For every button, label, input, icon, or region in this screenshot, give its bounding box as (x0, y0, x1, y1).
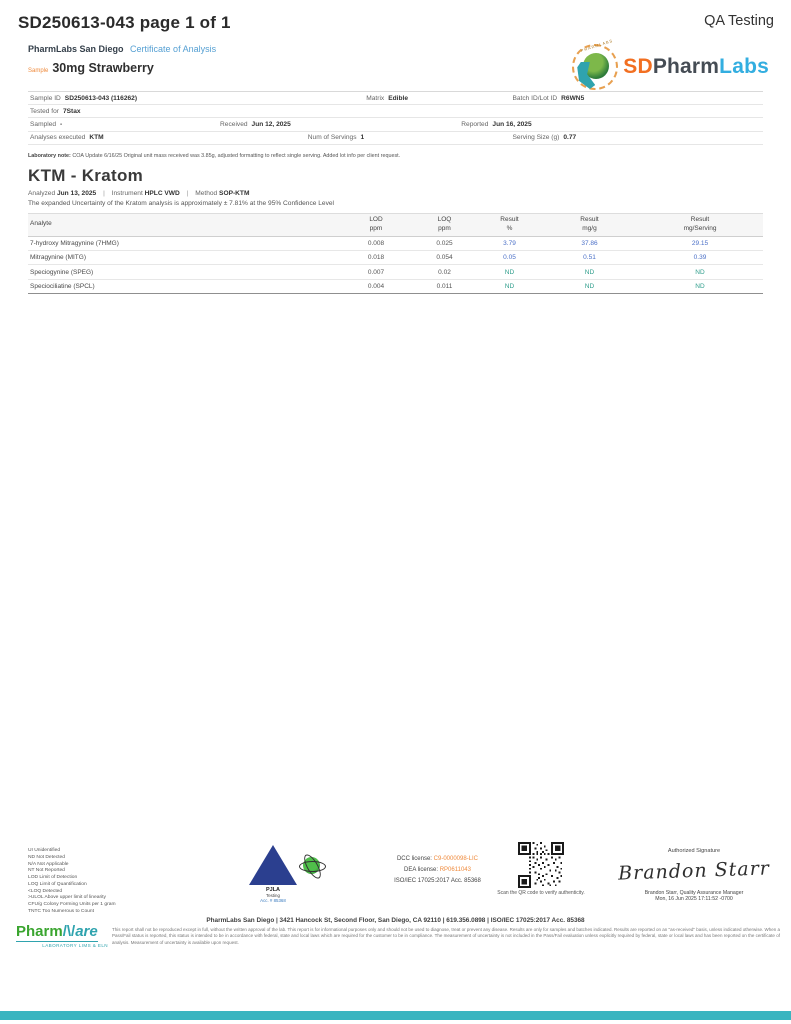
dea-license-label: DEA license: (404, 866, 439, 873)
atom-icon (303, 857, 320, 874)
result-mgg: ND (584, 268, 595, 276)
instrument-value: HPLC VWD (144, 189, 180, 197)
qr-code-block (486, 842, 596, 896)
pjla-name: PJLA (265, 887, 281, 893)
result-pct: ND (504, 268, 515, 276)
abbreviation-legend (28, 848, 116, 916)
sampled-value: - (60, 120, 63, 128)
analyte-name: Speciociliatine (SPCL) (30, 282, 95, 290)
col-header-result-serving: Result (690, 216, 710, 224)
qa-testing-label: QA Testing (704, 13, 774, 29)
instrument-label: Instrument (111, 189, 143, 197)
loq-value: 0.054 (436, 254, 453, 262)
sample-name: 30mg Strawberry (52, 61, 154, 75)
lab-name: PharmLabs San Diego (28, 44, 124, 54)
legend-item: N/A Not Applicable (28, 861, 69, 867)
pharmware-subtitle: LABORATORY LIMS & ELN (42, 943, 108, 948)
lab-note-label: Laboratory note: (28, 152, 71, 159)
legend-item: LOD Limit of Detection (28, 875, 78, 881)
sdpharmlabs-wordmark (623, 55, 769, 79)
tested-for-value: 7Stax (62, 107, 81, 115)
bottom-accent-bar (0, 1011, 791, 1020)
sampled-label: Sampled (30, 120, 57, 128)
loq-value: 0.02 (438, 268, 451, 276)
col-header-loq: LOQ (437, 216, 452, 224)
servings-value: 1 (360, 134, 365, 142)
laboratory-note (28, 153, 763, 159)
table-row (28, 265, 763, 279)
serving-size-value: 0.77 (563, 134, 577, 142)
table-row (28, 280, 763, 294)
table-row (28, 237, 763, 251)
signature-handwriting: Brandon Starr (617, 857, 771, 885)
lod-value: 0.008 (367, 239, 385, 247)
certificate-title: Certificate of Analysis (130, 44, 217, 54)
logo-labs: Labs (719, 55, 769, 78)
document-title: SD250613-043 page 1 of 1 (18, 13, 231, 32)
sample-id-label: Sample ID (30, 94, 61, 102)
pharmlabs-badge-icon (572, 37, 618, 90)
info-row-4 (28, 132, 763, 145)
logo-pharm: Pharm (652, 55, 720, 78)
analyte-name: Mitragynine (MITG) (30, 254, 86, 262)
legend-item: CFU/g Colony Forming Units per 1 gram (28, 902, 116, 908)
pulse-icon: /\/ (62, 923, 76, 940)
servings-label: Num of Servings (307, 134, 357, 142)
pharmware-wordmark (16, 923, 98, 942)
result-pct: ND (504, 282, 515, 290)
lab-address-line: PharmLabs San Diego | 3421 Hancock St, Second Floor, San Diego, CA 92110 | 619.356.0898 | ISO/IEC 17025:2017 Acc. 85368 (206, 917, 585, 924)
method-label: Method (195, 189, 218, 197)
table-row (28, 251, 763, 265)
result-serving: 29.15 (691, 239, 709, 247)
disclaimer-text: This report shall not be reproduced except in full, without the written approval of the lab. This report is for informational purposes only and should not be used to diagnose, treat or prevent any disease. Results are only for samples and batches indicated. Results are reported on an "as-received" basis, unless indicated otherwise. When a Pass/Fail status is reported, this status is intended to be in accordance with federal, state and local laws which are required for the customer to be in compliance. The measurement of uncertainty is not included in the Pass/Fail evaluation unless explicitly required by federal, state or local laws and has been reported on the certificate of analysis. Measurement of uncertainty is available upon request. (112, 927, 780, 945)
legend-item: <LOQ Detected (28, 888, 63, 894)
serving-size-label: Serving Size (g) (512, 134, 560, 142)
result-pct: 3.79 (503, 239, 516, 247)
batch-value: R6WN5 (561, 94, 585, 102)
sample-info-table (28, 91, 763, 145)
dea-license-value: RP0611043 (439, 866, 471, 873)
iso-accreditation-line: ISO/IEC 17025:2017 Acc. 85368 (394, 877, 481, 884)
analyte-name: Speciogynine (SPEG) (30, 268, 94, 276)
batch-label: Batch ID/Lot ID (512, 94, 558, 102)
dcc-license-label: DCC license: (396, 856, 432, 862)
loq-value: 0.025 (436, 239, 453, 247)
badge-arc-text: PHARMLABS (580, 37, 614, 54)
reported-label: Reported (461, 120, 489, 128)
legend-item: >ULOL Above upper limit of linearity (28, 895, 106, 901)
analyzed-label: Analyzed (28, 189, 56, 197)
signer-name-title: Brandon Starr, Quality Assurance Manager (644, 890, 744, 896)
matrix-label: Matrix (366, 94, 385, 102)
loq-value: 0.011 (436, 282, 453, 290)
result-serving: ND (695, 268, 705, 276)
info-row-3 (28, 118, 763, 131)
pjla-accreditation-logo (238, 845, 308, 903)
logo-pharmware-pharm: Pharm (16, 923, 63, 940)
pjla-sub: Testing (266, 893, 280, 898)
legend-item: NT Not Reported (28, 868, 65, 874)
legend-item: UI Unidentified (28, 848, 61, 853)
info-row-2 (28, 105, 763, 118)
lod-value: 0.004 (367, 282, 385, 290)
result-mgg: 37.86 (581, 239, 598, 247)
analyses-label: Analyses executed (30, 134, 86, 142)
matrix-value: Edible (388, 94, 408, 102)
reported-value: Jun 16, 2025 (492, 120, 532, 128)
separator: | (103, 189, 105, 197)
col-header-result-pct: Result (500, 216, 519, 224)
result-serving: 0.39 (693, 254, 707, 262)
analyte-table (28, 213, 763, 294)
pjla-accreditation-number: Acc. # 85368 (260, 898, 286, 903)
info-row-1 (28, 92, 763, 105)
uncertainty-note: The expanded Uncertainty of the Kratom analysis is approximately ± 7.81% at the 95% Confidence Level (28, 199, 335, 207)
analyses-value: KTM (89, 134, 104, 142)
signature-block (608, 848, 780, 902)
received-value: Jun 12, 2025 (251, 120, 291, 128)
lod-value: 0.007 (367, 268, 385, 276)
col-header-analyte: Analyte (30, 220, 52, 228)
logo-pharmware-ware: are (75, 923, 98, 940)
method-value: SOP-KTM (219, 189, 250, 197)
page-header (0, 0, 791, 33)
logo-sd: SD (623, 55, 653, 78)
signature-timestamp: Mon, 16 Jun 2025 17:11:52 -0700 (655, 896, 733, 902)
result-pct: 0.05 (503, 254, 516, 262)
analyte-name: 7-hydroxy Mitragynine (7HMG) (30, 239, 119, 247)
result-serving: ND (695, 282, 705, 290)
lab-note-text: COA Update 6/16/25 Original unit mass received was 3.85g, adjusted formatting to reflect single serving. Added lot info per client request. (72, 152, 401, 159)
section-title-kratom: KTM - Kratom (28, 165, 144, 185)
analyzed-value: Jun 13, 2025 (56, 189, 97, 197)
col-header-lod: LOD (369, 216, 383, 224)
sample-id-value: SD250613-043 (116262) (64, 94, 138, 102)
sample-label: Sample (28, 68, 49, 74)
result-mgg: 0.51 (583, 254, 596, 262)
col-header-result-mgg: Result (580, 216, 599, 224)
pjla-triangle-icon (249, 845, 297, 885)
analyte-table-header: Analyte LOD ppm LOQ ppm Result % Result mg/g Result mg/Serving (28, 214, 763, 237)
result-mgg: ND (584, 282, 595, 290)
qr-caption: Scan the QR code to verify authenticity. (497, 890, 585, 896)
authorized-signature-label: Authorized Signature (667, 848, 721, 854)
legend-item: TNTC Too Numerous to Count (28, 908, 94, 914)
legend-item: ND Not Detected (28, 854, 65, 860)
dcc-license-value: C9-0000098-LIC (433, 856, 479, 862)
analysis-meta-line (28, 190, 791, 197)
legend-item: LOQ Limit of Quantification (28, 881, 87, 887)
separator: | (186, 189, 189, 197)
pharmware-logo (16, 923, 108, 948)
tested-for-label: Tested for (30, 107, 59, 115)
lod-value: 0.018 (367, 254, 385, 262)
qr-code-icon (518, 842, 564, 888)
received-label: Received (220, 120, 248, 128)
sdpharmlabs-logo (572, 37, 769, 90)
